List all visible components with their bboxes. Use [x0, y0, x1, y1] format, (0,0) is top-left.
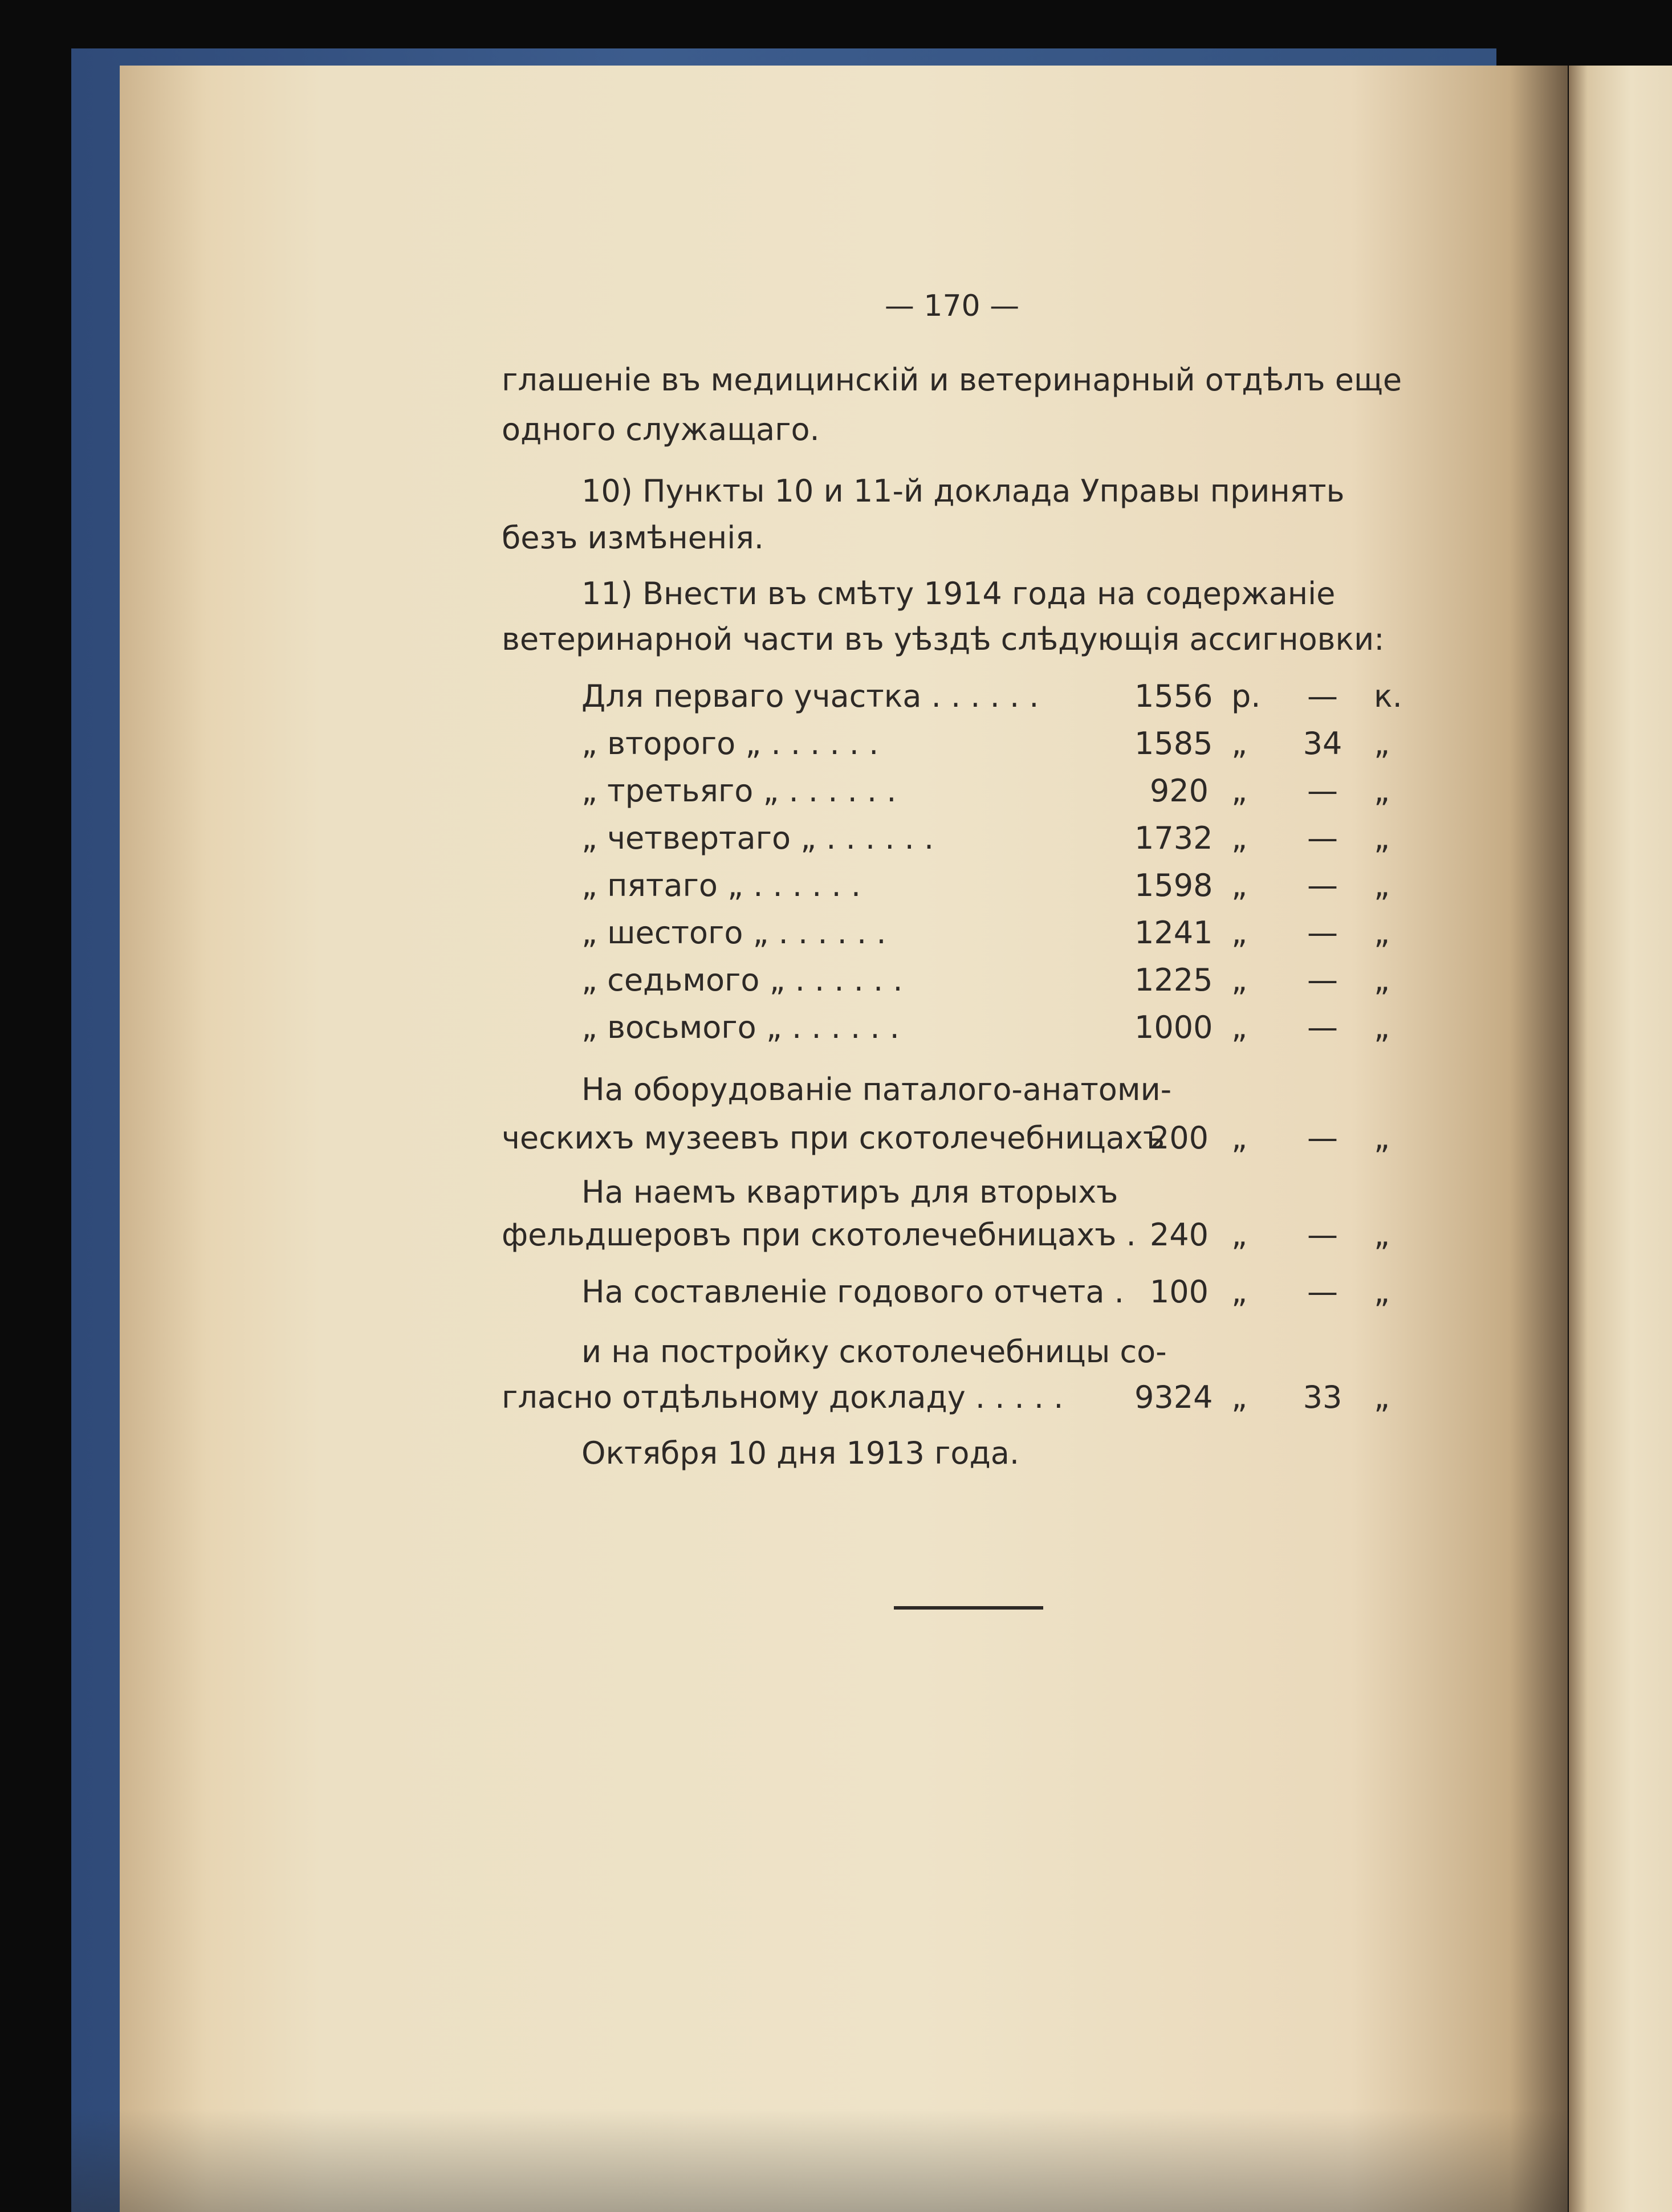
allocation-amount: 1732: [1134, 820, 1213, 856]
item-amount: 200: [1149, 1120, 1209, 1156]
allocation-label: „ второго „ . . . . . .: [581, 726, 879, 761]
item-rub: „: [1231, 1379, 1247, 1415]
allocation-rub: „: [1231, 820, 1247, 856]
allocation-amount: 920: [1149, 773, 1209, 809]
allocation-unit: „: [1374, 962, 1390, 998]
paragraph-line: ветеринарной части въ уѣздѣ слѣдующія ассигновки:: [502, 621, 1385, 657]
paragraph-line: одного служащаго.: [502, 412, 820, 447]
item-row: [581, 1274, 1414, 1310]
item-rub: „: [1231, 1217, 1247, 1253]
allocation-kop: —: [1307, 1009, 1338, 1045]
allocation-unit: „: [1374, 820, 1390, 856]
item-rub: „: [1231, 1274, 1247, 1310]
paragraph-line: безъ измѣненія.: [502, 520, 764, 556]
item-row: [502, 1379, 1414, 1416]
allocation-kop: —: [1307, 773, 1338, 809]
item-line: и на постройку скотолечебницы со-: [581, 1334, 1167, 1370]
item-label: гласно отдѣльному докладу . . . . .: [502, 1379, 1064, 1415]
allocation-amount: 1585: [1134, 726, 1213, 761]
allocation-label: „ седьмого „ . . . . . .: [581, 962, 903, 998]
allocation-row: [581, 867, 1414, 904]
allocation-label: „ восьмого „ . . . . . .: [581, 1009, 900, 1045]
page-number: — 170 —: [884, 289, 1020, 323]
allocation-label: „ шестого „ . . . . . .: [581, 915, 886, 951]
allocation-kop: 34: [1303, 726, 1343, 761]
allocation-label: „ третьяго „ . . . . . .: [581, 773, 897, 809]
allocation-kop: —: [1307, 867, 1338, 903]
adjacent-page-edge: [1569, 66, 1672, 2212]
item-amount: 9324: [1134, 1379, 1213, 1415]
date-line: Октября 10 дня 1913 года.: [581, 1435, 1020, 1471]
allocation-amount: 1241: [1134, 915, 1213, 951]
allocation-row: [581, 820, 1414, 857]
item-kop: —: [1307, 1217, 1338, 1253]
item-label: фельдшеровъ при скотолечебницахъ .: [502, 1217, 1136, 1253]
item-line: На оборудованіе паталого-анатоми-: [581, 1072, 1172, 1107]
allocation-unit: „: [1374, 1009, 1390, 1045]
item-kop: —: [1307, 1120, 1338, 1156]
item-unit: „: [1374, 1217, 1390, 1253]
allocation-amount: 1225: [1134, 962, 1213, 998]
item-label: ческихъ музеевъ при скотолечебницахъ: [502, 1120, 1165, 1156]
allocation-kop: —: [1307, 915, 1338, 951]
allocation-rub: „: [1231, 915, 1247, 951]
page-shadow: [71, 2109, 1569, 2212]
item-unit: „: [1374, 1120, 1390, 1156]
allocation-rub: „: [1231, 962, 1247, 998]
allocation-label: „ пятаго „ . . . . . .: [581, 867, 861, 903]
allocation-unit: „: [1374, 726, 1390, 761]
allocation-rub: р.: [1231, 678, 1261, 714]
allocation-row: [581, 726, 1414, 762]
item-rub: „: [1231, 1120, 1247, 1156]
allocation-unit: „: [1374, 773, 1390, 809]
paragraph-line: 11) Внести въ смѣту 1914 года на содержаніе: [581, 576, 1336, 612]
paragraph-line: глашеніе въ медицинскій и ветеринарный отдѣлъ еще: [502, 362, 1402, 398]
allocation-unit: к.: [1374, 678, 1402, 714]
paragraph-line: 10) Пункты 10 и 11-й доклада Управы принять: [581, 473, 1345, 509]
item-line: На наемъ квартиръ для вторыхъ: [581, 1174, 1118, 1210]
item-row: [502, 1120, 1414, 1156]
allocation-rub: „: [1231, 773, 1247, 809]
item-label: На составленіе годового отчета .: [581, 1274, 1124, 1310]
allocation-row: [581, 773, 1414, 809]
allocation-label: Для перваго участка . . . . . .: [581, 678, 1039, 714]
item-row: [502, 1217, 1414, 1253]
allocation-amount: 1556: [1134, 678, 1213, 714]
end-rule: [894, 1606, 1043, 1610]
allocation-rub: „: [1231, 1009, 1247, 1045]
item-unit: „: [1374, 1379, 1390, 1415]
allocation-row: [581, 915, 1414, 951]
allocation-rub: „: [1231, 726, 1247, 761]
allocation-rub: „: [1231, 867, 1247, 903]
allocation-kop: —: [1307, 962, 1338, 998]
allocation-unit: „: [1374, 867, 1390, 903]
allocation-row: [581, 1009, 1414, 1046]
item-unit: „: [1374, 1274, 1390, 1310]
allocation-row: [581, 678, 1414, 715]
item-kop: 33: [1303, 1379, 1343, 1415]
item-amount: 240: [1149, 1217, 1209, 1253]
allocation-label: „ четвертаго „ . . . . . .: [581, 820, 934, 856]
allocation-amount: 1598: [1134, 867, 1213, 903]
allocation-amount: 1000: [1134, 1009, 1213, 1045]
allocation-kop: —: [1307, 678, 1338, 714]
item-kop: —: [1307, 1274, 1338, 1310]
item-amount: 100: [1149, 1274, 1209, 1310]
allocation-row: [581, 962, 1414, 999]
allocation-unit: „: [1374, 915, 1390, 951]
allocation-kop: —: [1307, 820, 1338, 856]
